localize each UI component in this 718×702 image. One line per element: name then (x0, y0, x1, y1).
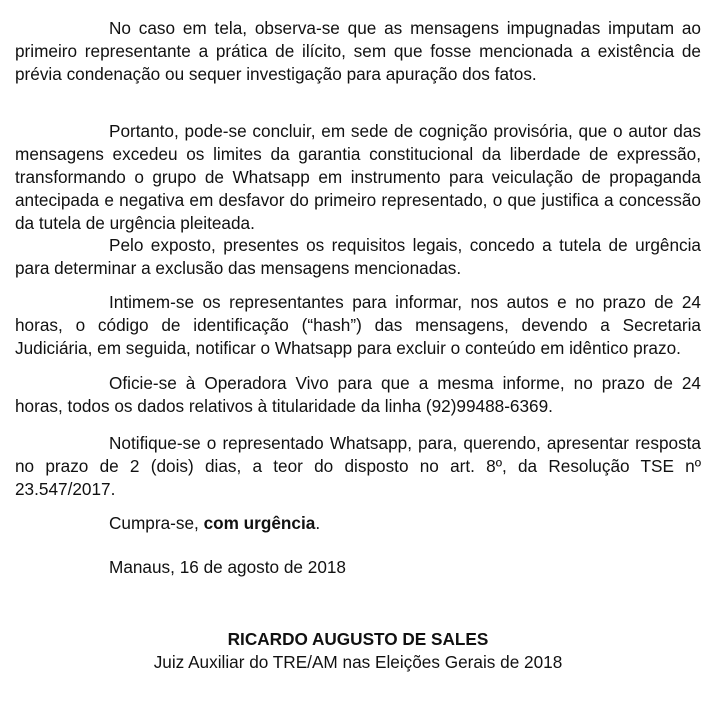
signature-name: RICARDO AUGUSTO DE SALES (227, 629, 489, 649)
signature-role: Juiz Auxiliar do TRE/AM nas Eleições Gerais de 2018 (153, 652, 563, 672)
closing-emphasis: com urgência (203, 513, 316, 533)
closing-end: . (315, 513, 321, 533)
paragraph-summons: Intimem-se os representantes para informar, nos autos e no prazo de 24 horas, o código de identificação (“hash”) das mensagens, devendo a Secretaria Judiciária, em seguida, notificar o Whatsapp para excluir o conteúdo em idêntico prazo. (15, 292, 701, 358)
closing-text: Cumpra-se, (109, 513, 204, 533)
date-line: Manaus, 16 de agosto de 2018 (109, 557, 346, 577)
paragraph-notification: Notifique-se o representado Whatsapp, para, querendo, apresentar resposta no prazo de 2 (dois) dias, a teor do disposto no art. 8º, da Resolução TSE nº 23.547/2017. (15, 433, 701, 499)
paragraph-conclusion: Portanto, pode-se concluir, em sede de cognição provisória, que o autor das mensagens excedeu os limites da garantia constitucional da liberdade de expressão, transformando o grupo de Whatsapp em instrumento para veiculação de propaganda antecipada e negativa em desfavor do primeiro representado, o que justifica a concessão da tutela de urgência pleiteada. (15, 121, 701, 233)
closing-line (109, 512, 320, 535)
paragraph-operator-order: Oficie-se à Operadora Vivo para que a mesma informe, no prazo de 24 horas, todos os dados relativos à titularidade da linha (92)99488-6369. (15, 373, 701, 416)
document-page (15, 0, 701, 702)
paragraph-decision: Pelo exposto, presentes os requisitos legais, concedo a tutela de urgência para determinar a exclusão das mensagens mencionadas. (15, 235, 701, 278)
paragraph-case-analysis: No caso em tela, observa-se que as mensagens impugnadas imputam ao primeiro representante a prática de ilícito, sem que fosse mencionada a existência de prévia condenação ou sequer investigação para apuração dos fatos. (15, 18, 701, 84)
